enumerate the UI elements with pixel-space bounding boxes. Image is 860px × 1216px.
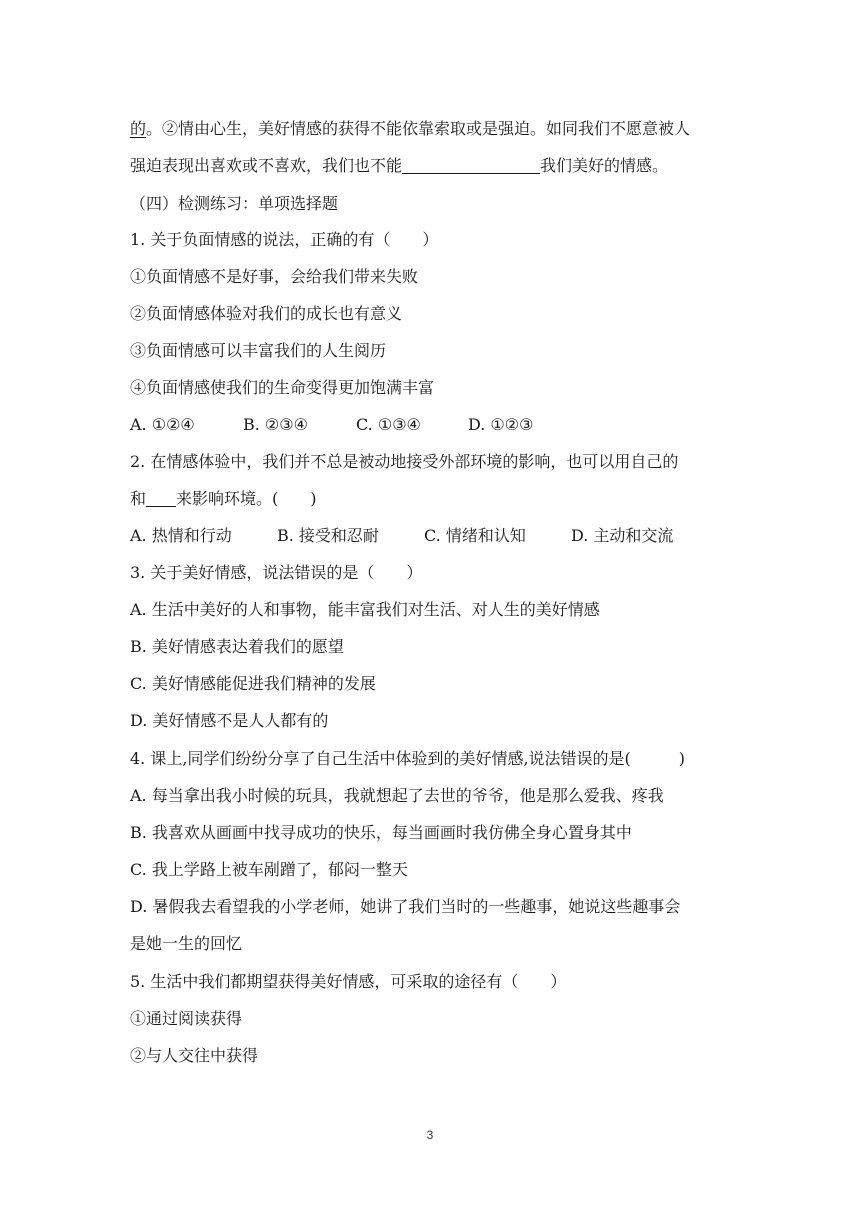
q4-option-d-continued: 是她一生的回忆 — [130, 934, 243, 953]
q5-stem: 5. 生活中我们都期望获得美好情感，可采取的途径有（ ） — [130, 972, 567, 991]
intro-line-1 — [130, 118, 690, 140]
q1-item-1: ①负面情感不是好事，会给我们带来失败 — [130, 267, 419, 286]
intro-line-2-before: 强迫表现出喜欢或不喜欢，我们也不能 — [130, 156, 403, 175]
q4-option-b: B. 我喜欢从画画中找寻成功的快乐，每当画画时我仿佛全身心置身其中 — [130, 823, 632, 842]
q2-options — [130, 525, 673, 547]
section-heading: （四）检测练习：单项选择题 — [130, 194, 339, 213]
q3-stem: 3. 关于美好情感，说法错误的是（ ） — [130, 563, 423, 582]
q1-option-d: D. ①②③ — [468, 415, 534, 434]
intro-line-1-text: 。②情由心生，美好情感的获得不能依靠索取或是强迫。如同我们不愿意被人 — [146, 119, 691, 138]
q2-option-d: D. 主动和交流 — [571, 526, 674, 545]
q1-stem: 1. 关于负面情感的说法，正确的有（ ） — [130, 230, 439, 249]
q1-option-c: C. ①③④ — [356, 415, 421, 434]
q2-blank — [146, 490, 176, 507]
q3-option-c: C. 美好情感能促进我们精神的发展 — [130, 674, 376, 693]
q5-item-1: ①通过阅读获得 — [130, 1009, 243, 1028]
page-number: 3 — [426, 1128, 434, 1142]
q2-option-b: B. 接受和忍耐 — [277, 526, 379, 545]
q1-options — [130, 414, 533, 436]
q5-item-2: ②与人交往中获得 — [130, 1046, 259, 1065]
q4-option-d: D. 暑假我去看望我的小学老师，她讲了我们当时的一些趣事，她说这些趣事会 — [130, 897, 681, 916]
q1-item-3: ③负面情感可以丰富我们的人生阅历 — [130, 341, 387, 360]
intro-line-2 — [130, 155, 668, 177]
q1-option-b: B. ②③④ — [243, 415, 308, 434]
q2-option-c: C. 情绪和认知 — [424, 526, 526, 545]
q2-stem-after: 来影响环境。( ) — [176, 489, 317, 508]
q4-stem: 4. 课上,同学们纷纷分享了自己生活中体验到的美好情感,说法错误的是( ) — [130, 749, 686, 768]
q2-option-a: A. 热情和行动 — [130, 526, 232, 545]
q3-option-d: D. 美好情感不是人人都有的 — [130, 711, 329, 730]
q1-item-4: ④负面情感使我们的生命变得更加饱满丰富 — [130, 378, 435, 397]
intro-line-2-after: 我们美好的情感。 — [540, 156, 669, 175]
q4-option-c: C. 我上学路上被车剐蹭了，郁闷一整天 — [130, 860, 408, 879]
q2-stem-before: 和 — [130, 489, 147, 508]
q3-option-a: A. 生活中美好的人和事物，能丰富我们对生活、对人生的美好情感 — [130, 600, 600, 619]
q4-option-a: A. 每当拿出我小时候的玩具，我就想起了去世的爷爷，他是那么爱我、疼我 — [130, 786, 664, 805]
fill-in-blank — [402, 157, 540, 174]
intro-underlined-word: 的 — [130, 119, 147, 138]
q1-item-2: ②负面情感体验对我们的成长也有意义 — [130, 304, 403, 323]
q2-stem-line-1: 2. 在情感体验中，我们并不总是被动地接受外部环境的影响，也可以用自己的 — [130, 452, 679, 471]
q3-option-b: B. 美好情感表达着我们的愿望 — [130, 637, 344, 656]
q1-option-a: A. ①②④ — [130, 415, 195, 434]
q2-stem-line-2 — [130, 488, 317, 510]
